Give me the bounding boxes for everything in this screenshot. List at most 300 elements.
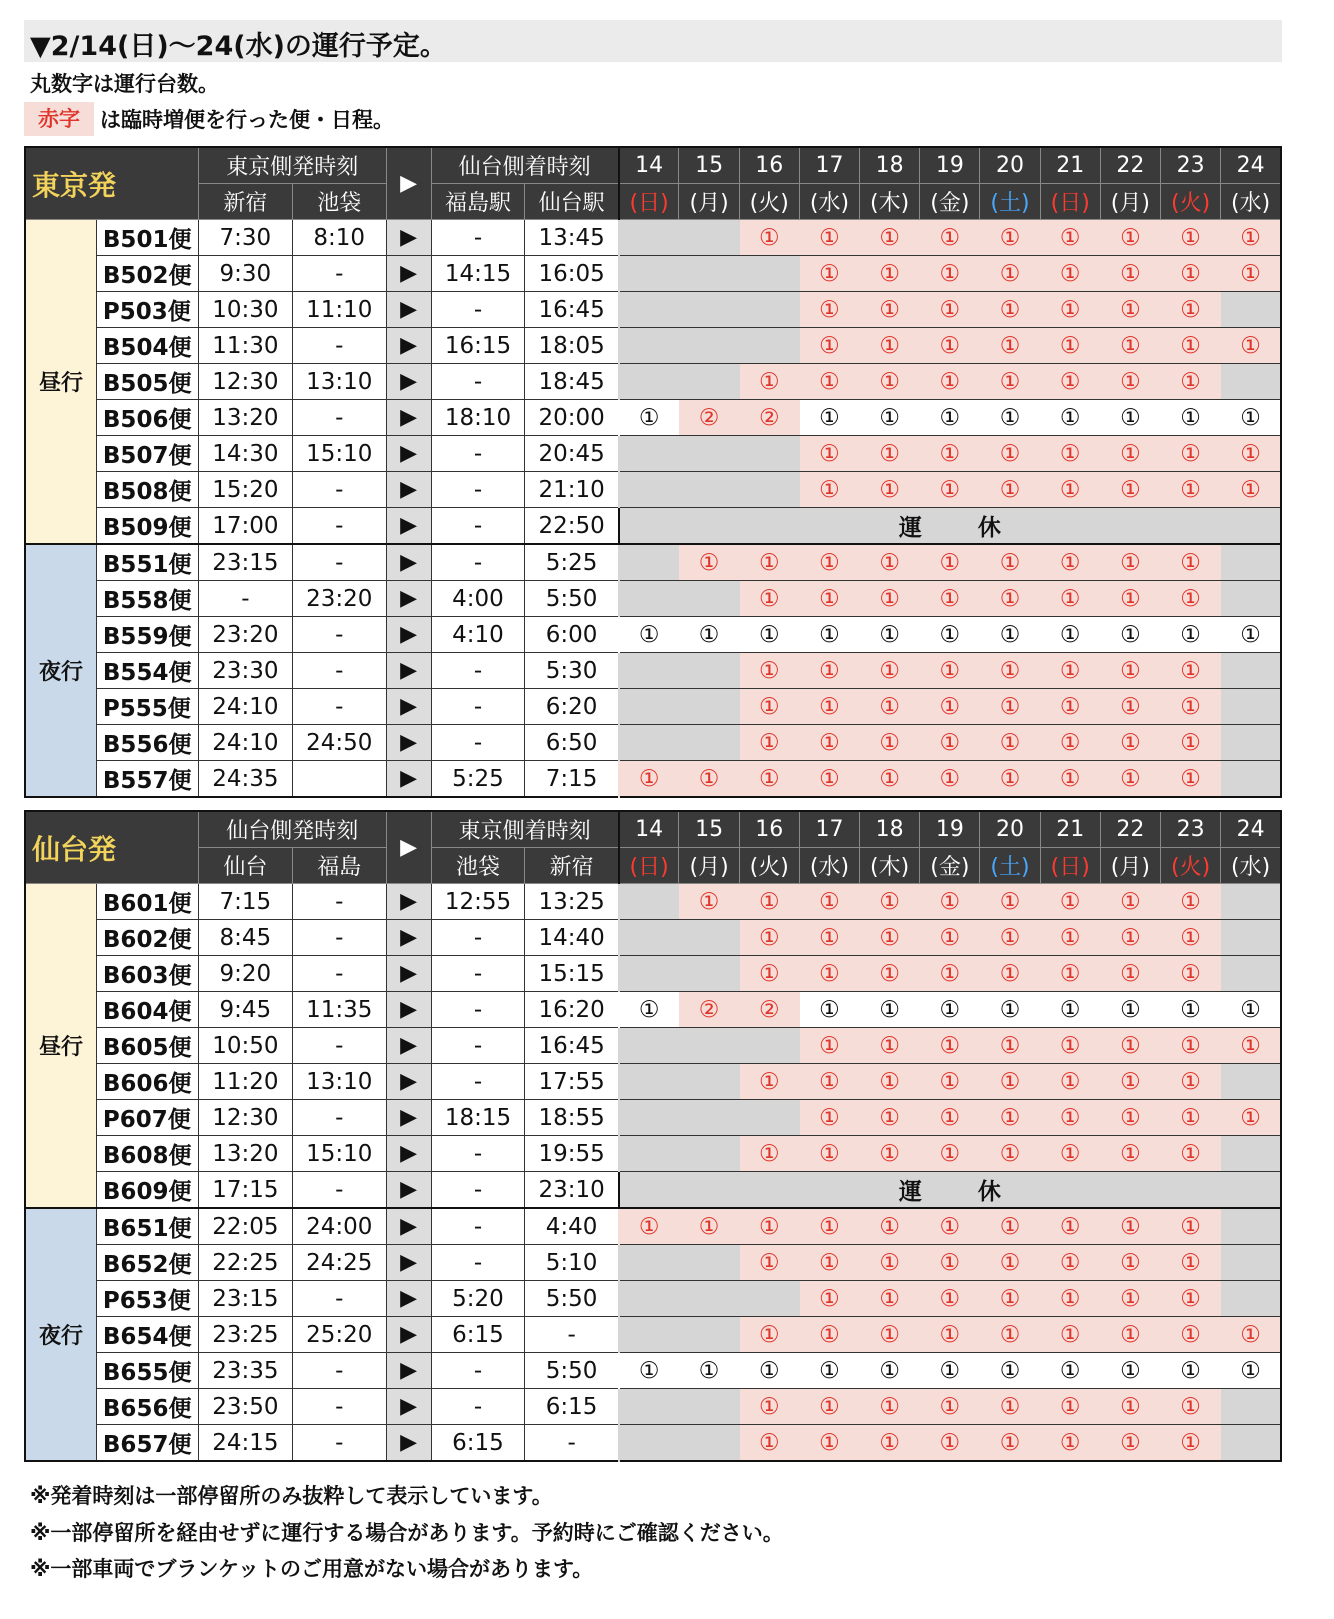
time-cell: 13:20: [198, 1136, 292, 1172]
bus-count-cell: ①: [920, 653, 980, 689]
trip-name: B605便: [96, 1028, 198, 1064]
time-cell: 4:40: [525, 1208, 619, 1245]
no-service-cell: [619, 1425, 679, 1462]
time-cell: 7:30: [198, 220, 292, 256]
bus-count-cell: ①: [1040, 992, 1100, 1028]
bus-count-cell: ①: [1221, 328, 1281, 364]
time-cell: -: [431, 1353, 525, 1389]
no-service-cell: [1221, 725, 1281, 761]
legend-red-swatch: 赤字: [24, 102, 94, 136]
bus-count-cell: ①: [799, 364, 859, 400]
day-number: 20: [980, 811, 1040, 848]
bus-count-cell: ①: [1100, 1064, 1160, 1100]
time-cell: 18:45: [525, 364, 619, 400]
trip-name: B504便: [96, 328, 198, 364]
table-row: [25, 1100, 1281, 1136]
day-number: 24: [1221, 811, 1281, 848]
no-service-cell: [1221, 581, 1281, 617]
bus-count-cell: ①: [860, 1028, 920, 1064]
bus-count-cell: ①: [860, 400, 920, 436]
bus-count-cell: ①: [980, 1281, 1040, 1317]
no-service-cell: [619, 1317, 679, 1353]
no-service-cell: [679, 436, 739, 472]
bus-count-cell: ①: [1040, 1100, 1100, 1136]
trip-name: B608便: [96, 1136, 198, 1172]
bus-count-cell: ①: [920, 1136, 980, 1172]
bus-count-cell: ①: [1100, 1281, 1160, 1317]
time-cell: -: [292, 1281, 386, 1317]
bus-count-cell: ①: [980, 1208, 1040, 1245]
trip-name: B602便: [96, 920, 198, 956]
arrival-group-header: 東京側着時刻: [431, 811, 619, 848]
time-cell: -: [431, 725, 525, 761]
bus-count-cell: ①: [1160, 1064, 1220, 1100]
no-service-cell: [1221, 544, 1281, 581]
time-cell: 16:05: [525, 256, 619, 292]
bus-count-cell: ①: [1040, 761, 1100, 798]
bus-count-cell: ①: [920, 1028, 980, 1064]
time-cell: -: [431, 220, 525, 256]
trip-name: B506便: [96, 400, 198, 436]
no-service-cell: [619, 544, 679, 581]
bus-count-cell: ①: [1221, 1353, 1281, 1389]
time-cell: -: [292, 1028, 386, 1064]
no-service-cell: [1221, 653, 1281, 689]
no-service-cell: [1221, 1425, 1281, 1462]
bus-count-cell: ①: [860, 220, 920, 256]
time-cell: 14:15: [431, 256, 525, 292]
time-cell: 9:45: [198, 992, 292, 1028]
time-cell: 22:05: [198, 1208, 292, 1245]
time-cell: 23:15: [198, 1281, 292, 1317]
bus-count-cell: ①: [1100, 920, 1160, 956]
table-row: [25, 1425, 1281, 1462]
arrow-icon: ▶: [386, 1028, 431, 1064]
bus-count-cell: ①: [799, 725, 859, 761]
time-cell: 16:45: [525, 292, 619, 328]
arrow-icon: ▶: [386, 1425, 431, 1462]
bus-count-cell: ①: [1221, 992, 1281, 1028]
bus-count-cell: ①: [799, 1281, 859, 1317]
bus-count-cell: ①: [1100, 220, 1160, 256]
no-service-cell: [739, 328, 799, 364]
bus-count-cell: ①: [1100, 544, 1160, 581]
bus-count-cell: ①: [1100, 1208, 1160, 1245]
bus-count-cell: ①: [619, 400, 679, 436]
arrow-icon: ▶: [386, 617, 431, 653]
time-cell: 20:45: [525, 436, 619, 472]
time-cell: 8:45: [198, 920, 292, 956]
time-cell: 15:15: [525, 956, 619, 992]
table-row: [25, 328, 1281, 364]
day-weekday: (金): [920, 184, 980, 220]
bus-count-cell: ①: [739, 544, 799, 581]
bus-count-cell: ①: [860, 1208, 920, 1245]
bus-count-cell: ①: [980, 992, 1040, 1028]
bus-count-cell: ①: [739, 884, 799, 920]
day-number: 23: [1160, 811, 1220, 848]
time-cell: 24:25: [292, 1245, 386, 1281]
arrow-icon: ▶: [386, 328, 431, 364]
bus-count-cell: ①: [1160, 328, 1220, 364]
bus-count-cell: ①: [739, 725, 799, 761]
trip-name: B557便: [96, 761, 198, 798]
bus-count-cell: ①: [799, 400, 859, 436]
time-cell: [292, 761, 386, 798]
no-service-cell: [619, 1136, 679, 1172]
bus-count-cell: ①: [1100, 436, 1160, 472]
day-number: 24: [1221, 147, 1281, 184]
time-cell: 16:20: [525, 992, 619, 1028]
no-service-cell: [619, 328, 679, 364]
table-row: [25, 920, 1281, 956]
no-service-cell: [1221, 1208, 1281, 1245]
time-cell: 16:45: [525, 1028, 619, 1064]
time-cell: 23:20: [292, 581, 386, 617]
trip-name: B501便: [96, 220, 198, 256]
time-cell: 13:25: [525, 884, 619, 920]
bus-count-cell: ①: [799, 436, 859, 472]
bus-count-cell: ①: [739, 761, 799, 798]
trip-name: P503便: [96, 292, 198, 328]
no-service-cell: [619, 884, 679, 920]
time-cell: -: [292, 328, 386, 364]
time-cell: 24:10: [198, 725, 292, 761]
arrow-icon: ▶: [386, 1317, 431, 1353]
arrow-icon: ▶: [386, 292, 431, 328]
day-weekday: (月): [1100, 848, 1160, 884]
arrow-icon: ▶: [386, 689, 431, 725]
bus-count-cell: ①: [1040, 1208, 1100, 1245]
bus-count-cell: ①: [980, 1389, 1040, 1425]
bus-count-cell: ①: [799, 544, 859, 581]
bus-count-cell: ①: [1040, 1389, 1100, 1425]
legend-red-text: は臨時増便を行った便・日程。: [100, 108, 394, 132]
time-cell: 15:20: [198, 472, 292, 508]
no-service-cell: [619, 436, 679, 472]
bus-count-cell: ②: [739, 400, 799, 436]
time-cell: 16:15: [431, 328, 525, 364]
time-cell: -: [431, 1028, 525, 1064]
time-cell: 12:30: [198, 1100, 292, 1136]
bus-count-cell: ①: [1160, 920, 1220, 956]
bus-count-cell: ①: [1160, 653, 1220, 689]
bus-count-cell: ①: [860, 292, 920, 328]
bus-count-cell: ①: [1040, 1425, 1100, 1462]
time-cell: 5:10: [525, 1245, 619, 1281]
bus-count-cell: ①: [980, 1100, 1040, 1136]
time-cell: -: [292, 884, 386, 920]
time-cell: 9:20: [198, 956, 292, 992]
day-number: 18: [860, 147, 920, 184]
table-row: [25, 1353, 1281, 1389]
time-cell: 24:00: [292, 1208, 386, 1245]
day-number: 18: [860, 811, 920, 848]
time-cell: 20:00: [525, 400, 619, 436]
bus-count-cell: ①: [980, 472, 1040, 508]
bus-count-cell: ①: [799, 220, 859, 256]
trip-name: B554便: [96, 653, 198, 689]
bus-count-cell: ①: [980, 400, 1040, 436]
table-title: 仙台発: [25, 811, 198, 884]
arrow-icon: ▶: [386, 1245, 431, 1281]
bus-count-cell: ①: [980, 1425, 1040, 1462]
trip-name: B603便: [96, 956, 198, 992]
time-cell: -: [431, 436, 525, 472]
arrow-icon: ▶: [386, 653, 431, 689]
bus-count-cell: ①: [1160, 1425, 1220, 1462]
no-service-cell: [1221, 292, 1281, 328]
arrow-icon: ▶: [386, 1172, 431, 1209]
arrow-icon: ▶: [386, 364, 431, 400]
bus-count-cell: ①: [860, 689, 920, 725]
bus-count-cell: ①: [799, 689, 859, 725]
time-cell: 5:25: [525, 544, 619, 581]
sendai-departure-table: [24, 810, 1282, 1462]
time-cell: 4:10: [431, 617, 525, 653]
time-cell: 24:10: [198, 689, 292, 725]
bus-count-cell: ①: [619, 761, 679, 798]
bus-count-cell: ①: [1100, 653, 1160, 689]
bus-count-cell: ①: [799, 1317, 859, 1353]
trip-name: B509便: [96, 508, 198, 545]
bus-count-cell: ①: [739, 653, 799, 689]
time-cell: 21:10: [525, 472, 619, 508]
time-cell: 5:25: [431, 761, 525, 798]
time-cell: 11:10: [292, 292, 386, 328]
bus-count-cell: ①: [799, 1245, 859, 1281]
bus-count-cell: ①: [799, 884, 859, 920]
bus-count-cell: ①: [799, 1208, 859, 1245]
time-cell: -: [431, 1172, 525, 1209]
time-cell: 17:55: [525, 1064, 619, 1100]
no-service-cell: [619, 653, 679, 689]
time-cell: 17:15: [198, 1172, 292, 1209]
day-weekday: (土): [980, 848, 1040, 884]
day-number: 17: [799, 147, 859, 184]
day-number: 14: [619, 811, 679, 848]
table-row: [25, 1028, 1281, 1064]
bus-count-cell: ①: [1160, 256, 1220, 292]
time-cell: 5:50: [525, 1353, 619, 1389]
time-cell: 13:45: [525, 220, 619, 256]
no-service-cell: [739, 472, 799, 508]
time-cell: -: [431, 992, 525, 1028]
time-cell: 10:30: [198, 292, 292, 328]
time-cell: -: [292, 1100, 386, 1136]
no-service-cell: [1221, 364, 1281, 400]
bus-count-cell: ①: [920, 1208, 980, 1245]
bus-count-cell: ①: [980, 436, 1040, 472]
bus-count-cell: ①: [920, 1317, 980, 1353]
day-weekday: (月): [679, 184, 739, 220]
arrow-icon: ▶: [386, 725, 431, 761]
bus-count-cell: ①: [1160, 1100, 1220, 1136]
bus-count-cell: ①: [920, 581, 980, 617]
table-row: [25, 581, 1281, 617]
bus-count-cell: ①: [980, 1136, 1040, 1172]
no-service-cell: [679, 653, 739, 689]
table-row: [25, 1245, 1281, 1281]
table-row: [25, 220, 1281, 256]
time-cell: -: [292, 544, 386, 581]
bus-count-cell: ①: [980, 544, 1040, 581]
table-row: [25, 1208, 1281, 1245]
bus-count-cell: ①: [739, 1317, 799, 1353]
bus-count-cell: ①: [1221, 256, 1281, 292]
bus-count-cell: ①: [1160, 1389, 1220, 1425]
time-cell: -: [292, 617, 386, 653]
no-service-cell: [619, 364, 679, 400]
bus-count-cell: ①: [980, 1353, 1040, 1389]
time-cell: 17:00: [198, 508, 292, 545]
stop-header: 新宿: [198, 184, 292, 220]
no-service-cell: [619, 1064, 679, 1100]
bus-count-cell: ①: [1100, 761, 1160, 798]
time-cell: 24:15: [198, 1425, 292, 1462]
arrow-icon: ▶: [386, 1389, 431, 1425]
time-cell: -: [198, 581, 292, 617]
bus-count-cell: ①: [1040, 436, 1100, 472]
day-number: 15: [679, 147, 739, 184]
bus-count-cell: ①: [1160, 400, 1220, 436]
trip-name: B609便: [96, 1172, 198, 1209]
bus-count-cell: ①: [980, 884, 1040, 920]
trip-name: B507便: [96, 436, 198, 472]
departure-group-header: 東京側発時刻: [198, 147, 386, 184]
no-service-cell: [619, 1245, 679, 1281]
period-label: 夜行: [25, 544, 96, 797]
bus-count-cell: ①: [1100, 884, 1160, 920]
trip-name: B556便: [96, 725, 198, 761]
footnote-3: ※一部車両でブランケットのご用意がない場合があります。: [30, 1557, 594, 1581]
table-row: [25, 725, 1281, 761]
bus-count-cell: ①: [980, 920, 1040, 956]
bus-count-cell: ①: [980, 364, 1040, 400]
table-row: [25, 472, 1281, 508]
tokyo-departure-table: [24, 146, 1282, 798]
bus-count-cell: ①: [679, 884, 739, 920]
stop-header: 池袋: [292, 184, 386, 220]
stop-header: 福島駅: [431, 184, 525, 220]
arrow-icon: ▶: [386, 1208, 431, 1245]
time-cell: 23:30: [198, 653, 292, 689]
bus-count-cell: ①: [799, 653, 859, 689]
bus-count-cell: ①: [739, 956, 799, 992]
no-service-cell: [679, 1245, 739, 1281]
bus-count-cell: ①: [1100, 1136, 1160, 1172]
bus-count-cell: ①: [860, 1425, 920, 1462]
day-weekday: (日): [1040, 184, 1100, 220]
bus-count-cell: ①: [1100, 364, 1160, 400]
bus-count-cell: ①: [920, 292, 980, 328]
bus-count-cell: ①: [1040, 653, 1100, 689]
arrow-icon: ▶: [386, 508, 431, 545]
bus-count-cell: ①: [860, 1245, 920, 1281]
no-service-cell: [1221, 761, 1281, 798]
day-number: 15: [679, 811, 739, 848]
no-service-cell: [1221, 920, 1281, 956]
time-cell: -: [431, 920, 525, 956]
bus-count-cell: ①: [1100, 725, 1160, 761]
table-row: [25, 1281, 1281, 1317]
table-row: [25, 617, 1281, 653]
no-service-cell: [679, 1100, 739, 1136]
bus-count-cell: ①: [1221, 472, 1281, 508]
period-label: 夜行: [25, 1208, 96, 1461]
no-service-cell: [679, 1425, 739, 1462]
day-number: 17: [799, 811, 859, 848]
day-weekday: (火): [1160, 184, 1220, 220]
no-service-cell: [679, 689, 739, 725]
day-weekday: (火): [1160, 848, 1220, 884]
time-cell: 14:40: [525, 920, 619, 956]
table-row: [25, 956, 1281, 992]
bus-count-cell: ①: [860, 1064, 920, 1100]
bus-count-cell: ①: [920, 1425, 980, 1462]
bus-count-cell: ①: [980, 653, 1040, 689]
time-cell: -: [431, 292, 525, 328]
bus-count-cell: ①: [1100, 1245, 1160, 1281]
no-service-cell: [1221, 1064, 1281, 1100]
day-weekday: (水): [799, 184, 859, 220]
time-cell: -: [525, 1425, 619, 1462]
arrow-header-icon: ▶: [386, 811, 431, 884]
day-weekday: (木): [860, 184, 920, 220]
table-row: [25, 400, 1281, 436]
bus-count-cell: ①: [799, 472, 859, 508]
trip-name: B559便: [96, 617, 198, 653]
bus-count-cell: ①: [860, 256, 920, 292]
trip-name: B656便: [96, 1389, 198, 1425]
bus-count-cell: ①: [980, 220, 1040, 256]
time-cell: 18:10: [431, 400, 525, 436]
bus-count-cell: ①: [980, 1064, 1040, 1100]
arrow-icon: ▶: [386, 1064, 431, 1100]
bus-count-cell: ①: [799, 581, 859, 617]
time-cell: 11:20: [198, 1064, 292, 1100]
table-row: [25, 884, 1281, 920]
time-cell: 18:15: [431, 1100, 525, 1136]
time-cell: -: [292, 400, 386, 436]
bus-count-cell: ①: [1221, 1028, 1281, 1064]
bus-count-cell: ①: [1040, 256, 1100, 292]
time-cell: 13:20: [198, 400, 292, 436]
bus-count-cell: ①: [1100, 1353, 1160, 1389]
bus-count-cell: ①: [1160, 1208, 1220, 1245]
bus-count-cell: ①: [1040, 1064, 1100, 1100]
bus-count-cell: ①: [799, 1425, 859, 1462]
bus-count-cell: ①: [860, 725, 920, 761]
bus-count-cell: ①: [860, 1281, 920, 1317]
arrow-icon: ▶: [386, 436, 431, 472]
no-service-cell: [679, 1136, 739, 1172]
bus-count-cell: ①: [920, 617, 980, 653]
bus-count-cell: ①: [1160, 220, 1220, 256]
no-service-cell: [739, 1100, 799, 1136]
bus-count-cell: ①: [739, 617, 799, 653]
time-cell: 23:20: [198, 617, 292, 653]
bus-count-cell: ①: [920, 544, 980, 581]
bus-count-cell: ①: [860, 364, 920, 400]
arrow-icon: ▶: [386, 956, 431, 992]
no-service-cell: [619, 292, 679, 328]
bus-count-cell: ①: [860, 1317, 920, 1353]
no-service-cell: [619, 581, 679, 617]
time-cell: 5:30: [525, 653, 619, 689]
day-weekday: (火): [739, 184, 799, 220]
table-title: 東京発: [25, 147, 198, 220]
